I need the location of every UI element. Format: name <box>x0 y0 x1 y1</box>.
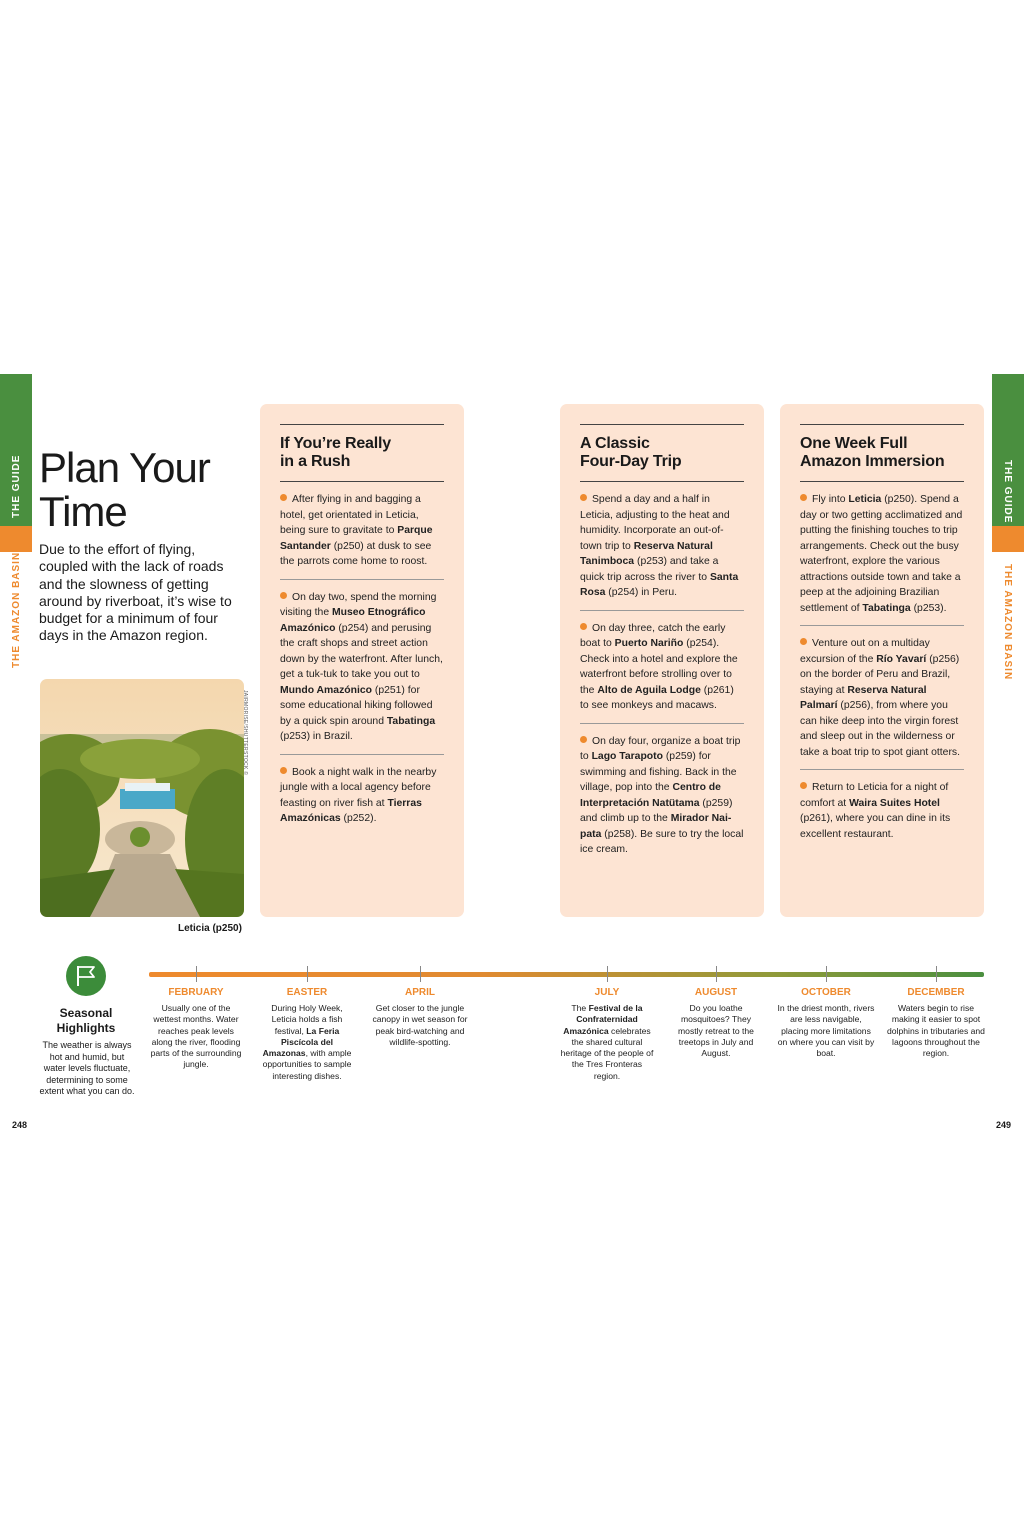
timeline-month: FEBRUARY <box>168 987 224 998</box>
itinerary-item: Return to Leticia for a night of comfort at Waira Suites Hotel (p261), where you can dine in its excellent restaurant. <box>800 782 951 840</box>
card-title: A Classic Four-Day Trip <box>580 435 744 482</box>
timeline-bar <box>149 972 984 977</box>
photo-credit: JAIRMORISE/SHUTTERSTOCK © <box>242 690 248 776</box>
chapter-label: THE AMAZON BASIN <box>1002 564 1013 681</box>
itinerary-item: Venture out on a multiday excursion of the Río Yavarí (p256) on the border of Peru and Brazil, staying at Reserva Natural Palmarí (p256), from where you can hike deep into the virgin forest and sleep out in the wilderness or take a boat trip to spot giant otters. <box>800 626 964 770</box>
photo-caption: Leticia (p250) <box>178 923 242 934</box>
itinerary-item: On day three, catch the early boat to Puerto Nariño (p254). Check into a hotel and explore the waterfront before strolling over to the Alto de Aguila Lodge (p261) to see monkeys and macaws. <box>580 611 744 724</box>
timeline-event-text: The Festival de la Confraternidad Amazónica celebrates the shared cultural heritage of the people of the Tres Fronteras region. <box>560 1003 654 1081</box>
itinerary-item: On day two, spend the morning visiting the Museo Etnográfico Amazónico (p254) and perusing the craft shops and street action down by the waterfront. After lunch, get a tuk-tuk to take you out to Mundo Amazónico (p251) for some educational hiking followed by a quick spin around Tabatinga (p253) in Brazil. <box>280 580 444 755</box>
itinerary-card-rush <box>260 404 464 917</box>
bullet-dot-icon <box>800 782 807 789</box>
section-label: THE GUIDE <box>11 454 22 518</box>
itinerary-item: Spend a day and a half in Leticia, adjusting to the heat and humidity. Incorporate an out-of-town trip to Reserva Natural Tanimboca (p253) and take a quick trip across the river to Santa Rosa (p254) in Peru. <box>580 482 744 611</box>
timeline-month: APRIL <box>405 987 435 998</box>
timeline-month: EASTER <box>286 987 328 998</box>
card-title: One Week Full Amazon Immersion <box>800 435 964 482</box>
bullet-dot-icon <box>580 494 587 501</box>
intro-text: Due to the effort of flying, coupled with the lack of roads and the slowness of getting around by riverboat, it’s wise to budget for a minimum of four days in the Amazon region. <box>39 541 232 644</box>
timeline-month: AUGUST <box>694 987 738 998</box>
timeline-tick <box>307 966 308 982</box>
itinerary-item: After flying in and bagging a hotel, get orientated in Leticia, being sure to gravitate to Parque Santander (p250) at dusk to see the parrots come home to roost. <box>280 482 444 580</box>
bullet-dot-icon <box>800 494 807 501</box>
itinerary-item: Fly into Leticia (p250). Spend a day or two getting acclimatized and putting the finishing touches to trip arrangements. Check out the busy waterfront, explore the various attractions outside town and take a peep at the adjoining Brazilian settlement of Tabatinga (p253). <box>800 482 964 626</box>
card-title: If You’re Really in a Rush <box>280 435 444 482</box>
page-number-right: 249 <box>996 1120 1012 1130</box>
chapter-label: THE AMAZON BASIN <box>11 551 22 668</box>
timeline-tick <box>936 966 937 982</box>
timeline-month: OCTOBER <box>801 987 851 998</box>
seasonal-title: Seasonal Highlights <box>56 1006 116 1035</box>
timeline-tick <box>607 966 608 982</box>
timeline-event-text: Do you loathe mosquitoes? They mostly retreat to the treetops in July and August. <box>678 1003 754 1059</box>
itinerary-item: Book a night walk in the nearby jungle with a local agency before feasting on river fish at Tierras Amazónicas (p252). <box>280 766 437 824</box>
itinerary-card-four-day <box>560 404 764 917</box>
timeline-month: JULY <box>594 987 620 998</box>
timeline-tick <box>826 966 827 982</box>
bullet-dot-icon <box>580 623 587 630</box>
side-tab-right <box>992 374 1024 681</box>
flag-icon <box>66 956 106 996</box>
timeline-event-text: During Holy Week, Leticia holds a fish festival, La Feria Piscícola del Amazonas, with ample opportunities to sample interesting dishes. <box>262 1003 352 1081</box>
side-tab-left <box>0 374 32 674</box>
timeline-month: DECEMBER <box>907 987 965 998</box>
bullet-dot-icon <box>800 638 807 645</box>
timeline-event-text: Get closer to the jungle canopy in wet season for peak bird-watching and wildlife-spotting. <box>372 1003 468 1047</box>
bullet-dot-icon <box>280 592 287 599</box>
timeline-event-text: Waters begin to rise making it easier to spot dolphins in tributaries and lagoons throughout the region. <box>887 1003 985 1059</box>
page-title: Plan Your Time <box>39 444 210 535</box>
timeline-tick <box>196 966 197 982</box>
timeline-tick <box>420 966 421 982</box>
itinerary-card-one-week <box>780 404 984 917</box>
timeline-tick <box>716 966 717 982</box>
page-number-left: 248 <box>12 1120 28 1130</box>
timeline-event-text: In the driest month, rivers are less navigable, placing more limitations on where you can visit by boat. <box>777 1003 875 1059</box>
seasonal-text: The weather is always hot and humid, but water levels fluctuate, determining to some extent what you can do. <box>39 1040 135 1097</box>
itinerary-item: On day four, organize a boat trip to Lago Tarapoto (p259) for swimming and fishing. Back in the village, pop into the Centro de Interpretación Natütama (p259) and climb up to the Mirador Nai-pata (p258). Be sure to try the local ice cream. <box>580 735 744 855</box>
leticia-photo <box>40 679 244 917</box>
timeline-event-text: Usually one of the wettest months. Water reaches peak levels along the river, flooding parts of the surrounding jungle. <box>150 1003 242 1070</box>
bullet-dot-icon <box>280 767 287 774</box>
bullet-dot-icon <box>580 736 587 743</box>
section-label: THE GUIDE <box>1002 460 1013 524</box>
bullet-dot-icon <box>280 494 287 501</box>
